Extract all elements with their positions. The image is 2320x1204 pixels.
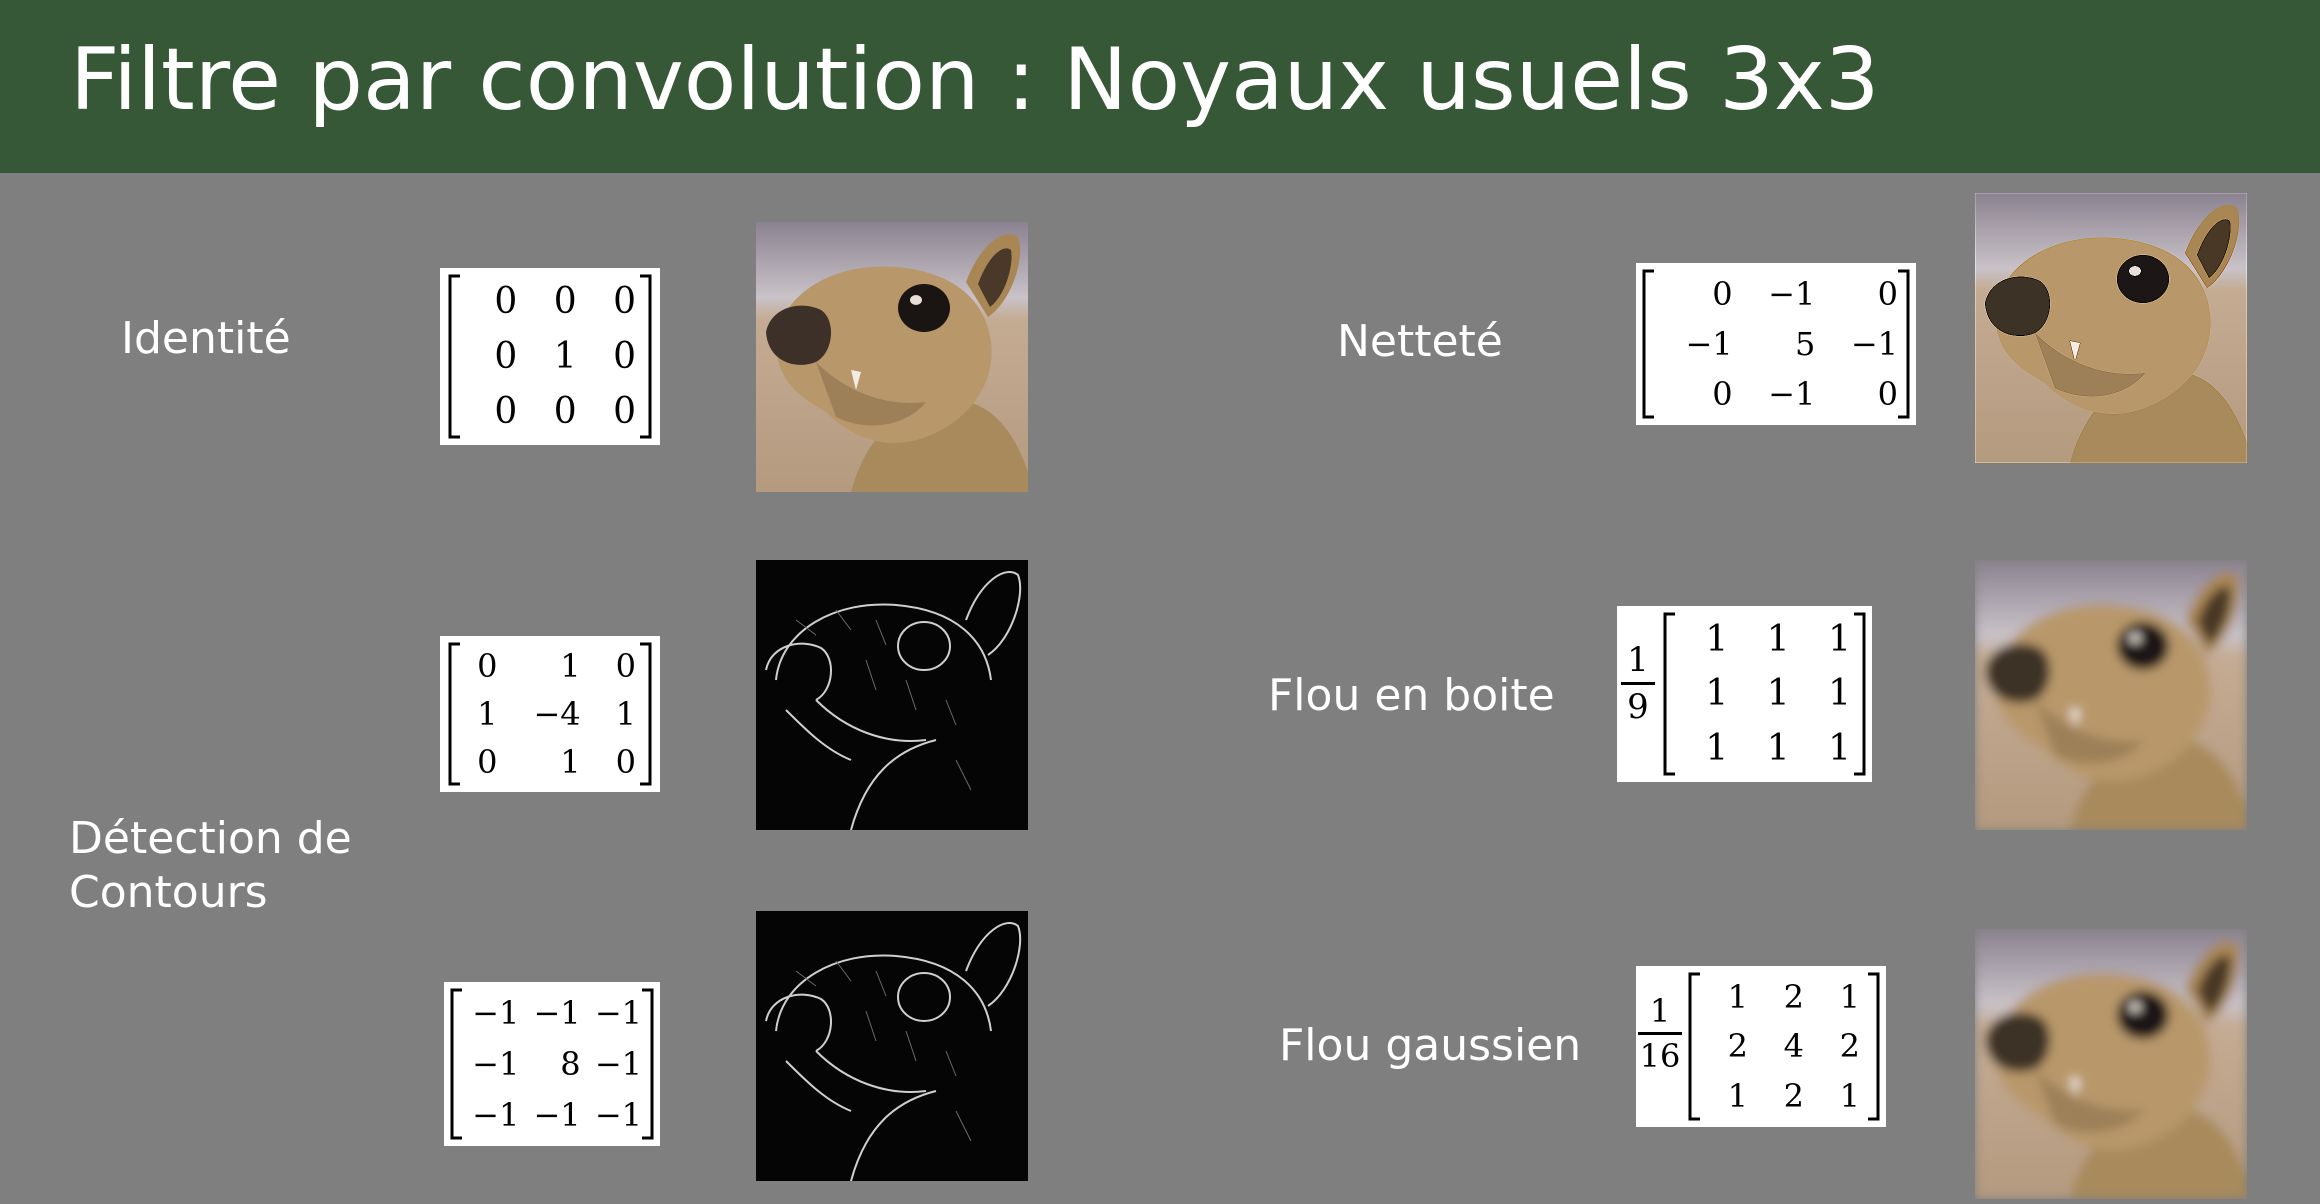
kernel-cell: −1: [1768, 275, 1816, 313]
kernel-cell: 0: [477, 647, 498, 685]
kernel-cell: 0: [1712, 375, 1733, 413]
kernel-cell: 2: [1783, 1077, 1804, 1116]
kernel-cell: 0: [613, 336, 636, 377]
identity-label: Identité: [121, 313, 291, 364]
kernel-cell: 2: [1839, 1027, 1860, 1066]
kernel-cell: −1: [533, 994, 581, 1033]
kernel-cell: 0: [1877, 375, 1898, 413]
kernel-cell: 1: [1828, 728, 1851, 770]
box-blur-factor-num: 1: [1627, 640, 1649, 680]
kernel-cell: −1: [594, 994, 642, 1033]
kernel-cell: 2: [1783, 977, 1804, 1016]
kernel-cell: 0: [553, 281, 577, 322]
edge-detection-label: Détection de Contours: [69, 813, 352, 918]
sharpen-image: [1975, 193, 2247, 463]
kernel-cell: −1: [594, 1095, 642, 1134]
kernel-cell: 5: [1794, 325, 1816, 363]
edge-kernel-8: [444, 982, 660, 1146]
gaussian-factor-num: 1: [1649, 992, 1671, 1030]
kernel-cell: 0: [494, 281, 518, 322]
kernel-cell: −1: [472, 1095, 520, 1134]
kernel-cell: 1: [1766, 673, 1790, 715]
kernel-cell: 0: [613, 281, 636, 322]
kernel-cell: −1: [533, 1095, 581, 1134]
kernel-cell: 1: [1766, 618, 1790, 660]
kernel-cell: 1: [1705, 618, 1729, 660]
kernel-cell: 1: [1839, 977, 1860, 1016]
kernel-cell: 2: [1727, 1027, 1748, 1066]
kernel-cell: 0: [494, 336, 518, 377]
edge-kernel-4: [440, 636, 660, 792]
box-blur-image: [1975, 560, 2247, 830]
kernel-cell: 4: [1783, 1027, 1804, 1066]
kernel-cell: 0: [615, 743, 636, 781]
kernel-cell: −4: [533, 695, 581, 733]
kernel-cell: 0: [553, 391, 577, 432]
kernel-cell: 8: [560, 1044, 581, 1083]
gaussian-blur-image: [1975, 929, 2247, 1199]
box-blur-factor-den: 9: [1627, 687, 1649, 727]
kernel-cell: 0: [477, 743, 498, 781]
kernel-cell: −1: [1685, 325, 1733, 363]
title-bar: [0, 0, 2320, 173]
box-blur-kernel: [1617, 606, 1872, 782]
kernel-cell: 1: [553, 336, 577, 377]
kernel-cell: 1: [1727, 1077, 1748, 1116]
slide-title: Filtre par convolution : Noyaux usuels 3x3: [70, 30, 1880, 130]
kernel-cell: 1: [1727, 977, 1748, 1016]
kernel-cell: −1: [472, 1044, 520, 1083]
kernel-cell: −1: [1768, 375, 1816, 413]
edge-image-4: [756, 560, 1028, 830]
kernel-cell: 1: [615, 695, 636, 733]
kernel-cell: 1: [1828, 673, 1851, 715]
kernel-cell: 1: [1839, 1077, 1860, 1116]
kernel-cell: 0: [613, 391, 636, 432]
kernel-cell: 0: [494, 391, 518, 432]
gaussian-blur-kernel: [1636, 966, 1886, 1127]
sharpen-label: Netteté: [1337, 316, 1503, 367]
kernel-cell: 1: [1766, 728, 1790, 770]
kernel-cell: 1: [1828, 618, 1851, 660]
edge-image-8: [756, 911, 1028, 1181]
kernel-cell: 0: [1877, 275, 1898, 313]
sharpen-kernel: [1636, 263, 1916, 425]
identity-kernel: [440, 268, 660, 445]
gaussian-blur-label: Flou gaussien: [1279, 1020, 1582, 1071]
kernel-cell: 1: [477, 695, 498, 733]
identity-image: [756, 222, 1028, 492]
kernel-cell: −1: [1850, 325, 1898, 363]
gaussian-factor-den: 16: [1639, 1037, 1681, 1075]
kernel-cell: 0: [615, 647, 636, 685]
kernel-cell: 1: [560, 743, 581, 781]
kernel-cell: 1: [1705, 673, 1729, 715]
kernel-cell: −1: [594, 1044, 642, 1083]
kernel-cell: 0: [1712, 275, 1733, 313]
kernel-cell: 1: [560, 647, 581, 685]
kernel-cell: 1: [1705, 728, 1729, 770]
kernel-cell: −1: [472, 994, 520, 1033]
box-blur-label: Flou en boite: [1268, 670, 1555, 721]
